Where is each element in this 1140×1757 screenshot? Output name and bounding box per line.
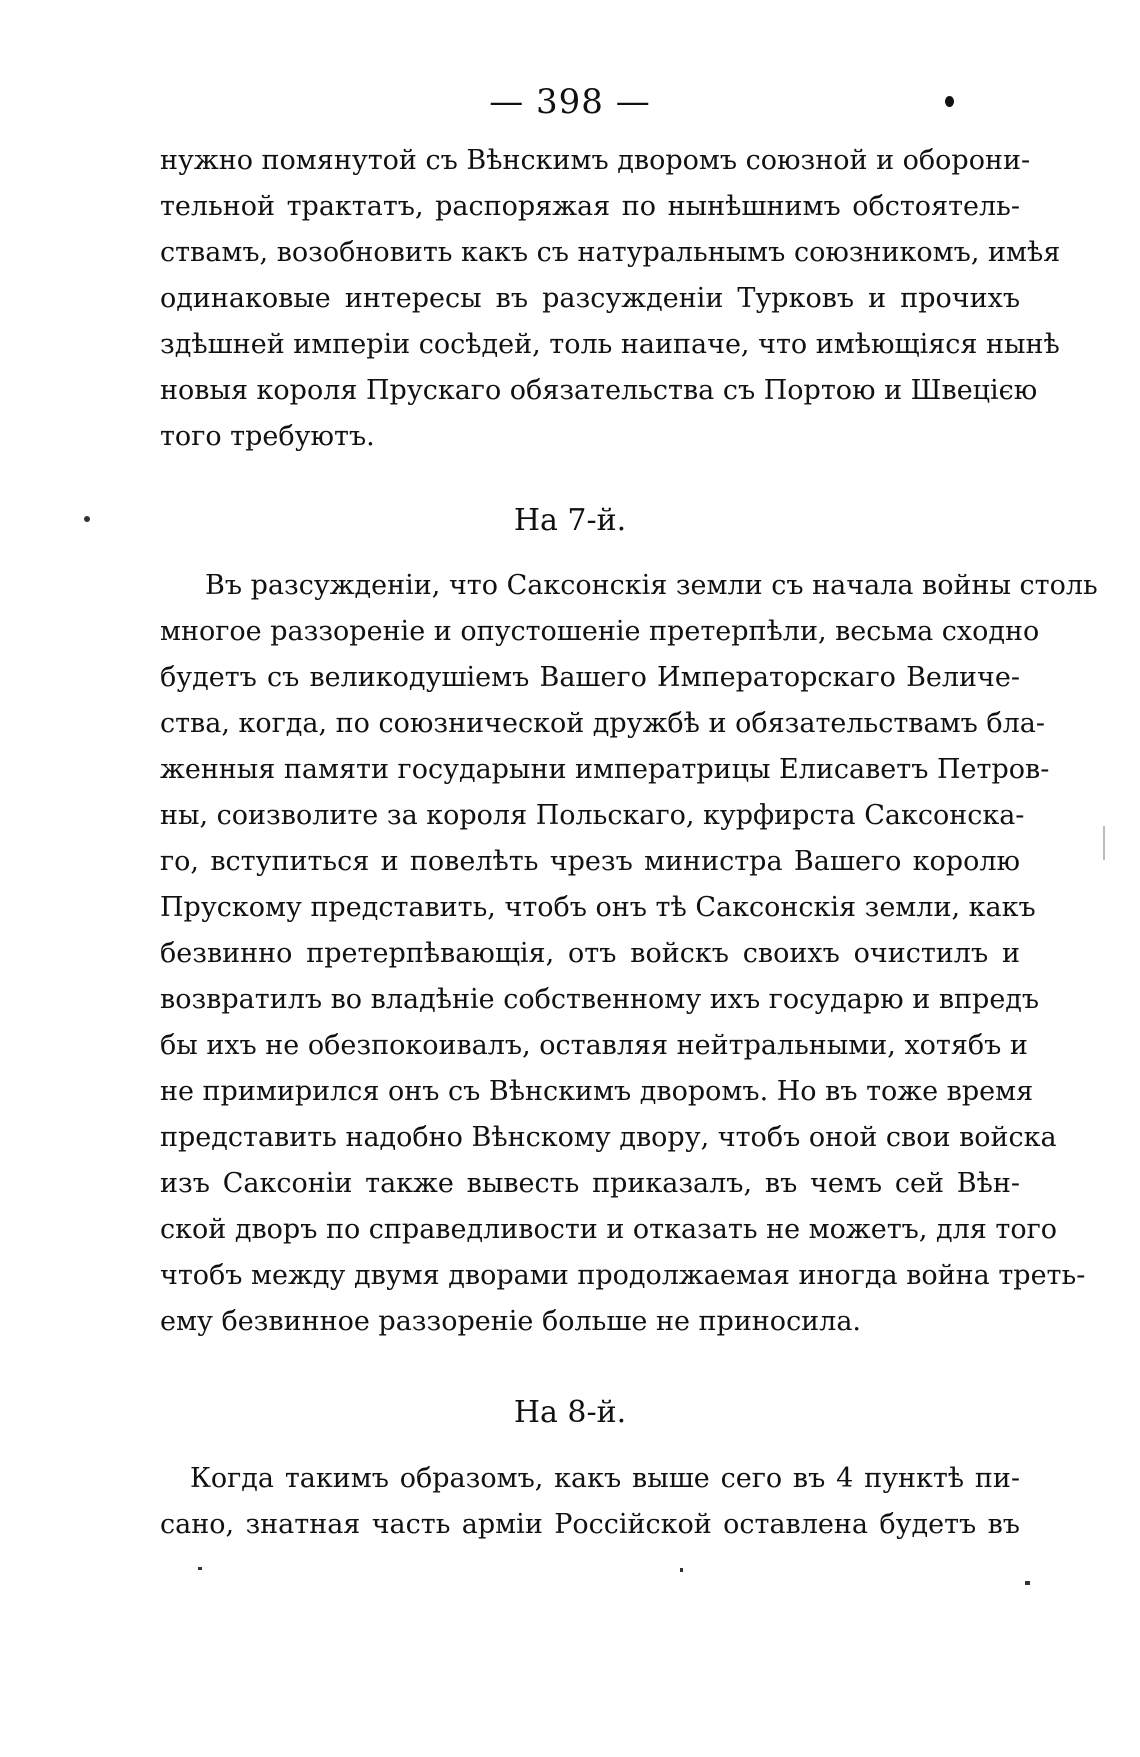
text-line: здѣшней имперіи сосѣдей, толь наипаче, что имѣющіяся нынѣ [160, 329, 1060, 360]
text-line: ствамъ, возобновить какъ съ натуральнымъ союзникомъ, имѣя [160, 237, 1061, 268]
section-7-paragraph [160, 563, 1098, 1345]
text-line: нужно помянутой съ Вѣнскимъ дворомъ союзной и оборони- [160, 145, 1031, 176]
text-line: ской дворъ по справедливости и отказать не можетъ, для того [160, 1214, 1058, 1245]
text-line: изъ Саксоніи также вывесть приказалъ, въ чемъ сей Вѣн- [160, 1168, 1020, 1199]
continuation-paragraph [160, 138, 1061, 460]
stray-ink-dot [945, 96, 954, 107]
text-line: ны, соизволите за короля Польскаго, курфирста Саксонска- [160, 800, 1025, 831]
text-line: одинаковые интересы въ разсужденіи Турковъ и прочихъ [160, 283, 1020, 314]
section-8-heading: На 8-й. [513, 1395, 627, 1430]
text-line: не примирился онъ съ Вѣнскимъ дворомъ. Но въ тоже время [160, 1076, 1034, 1107]
text-line: сано, знатная часть арміи Россійской оставлена будетъ въ [160, 1509, 1020, 1540]
text-line: женныя памяти государыни императрицы Елисаветъ Петров- [160, 754, 1050, 785]
text-line: будетъ съ великодушіемъ Вашего Императорскаго Величе- [160, 662, 1020, 693]
text-line: возвратилъ во владѣніе собственному ихъ государю и впредъ [160, 984, 1040, 1015]
text-line: многое раззореніе и опустошеніе претерпѣли, весьма сходно [160, 616, 1040, 647]
text-line: бы ихъ не обезпокоивалъ, оставляя нейтральными, хотябъ и [160, 1030, 1028, 1061]
text-line: тельной трактатъ, распоряжая по нынѣшнимъ обстоятель- [160, 191, 1020, 222]
stray-speck [680, 1568, 683, 1572]
section-8-paragraph [160, 1456, 1020, 1548]
text-line: го, вступиться и повелѣть чрезъ министра Вашего королю [160, 846, 1020, 877]
section-7-heading: На 7-й. [513, 503, 627, 538]
text-line: Въ разсужденіи, что Саксонскія земли съ начала войны столь [205, 570, 1098, 601]
text-line: безвинно претерпѣвающія, отъ войскъ своихъ очистилъ и [160, 938, 1020, 969]
text-line: ему безвинное раззореніе больше не приносила. [160, 1306, 862, 1337]
page-number: — 398 — [489, 82, 651, 122]
text-line: ства, когда, по союзнической дружбѣ и обязательствамъ бла- [160, 708, 1045, 739]
margin-mark [1103, 826, 1105, 860]
text-line: того требуютъ. [160, 421, 375, 452]
stray-speck [1025, 1581, 1030, 1585]
text-line: чтобъ между двумя дворами продолжаемая иногда война треть- [160, 1260, 1086, 1291]
text-line: Прускому представить, чтобъ онъ тѣ Саксонскія земли, какъ [160, 892, 1036, 923]
stray-speck [198, 1567, 202, 1570]
text-line: Когда такимъ образомъ, какъ выше сего въ 4 пунктѣ пи- [190, 1463, 1020, 1494]
text-line: представить надобно Вѣнскому двору, чтобъ оной свои войска [160, 1122, 1057, 1153]
text-line: новыя короля Прускаго обязательства съ Портою и Швецією [160, 375, 1038, 406]
